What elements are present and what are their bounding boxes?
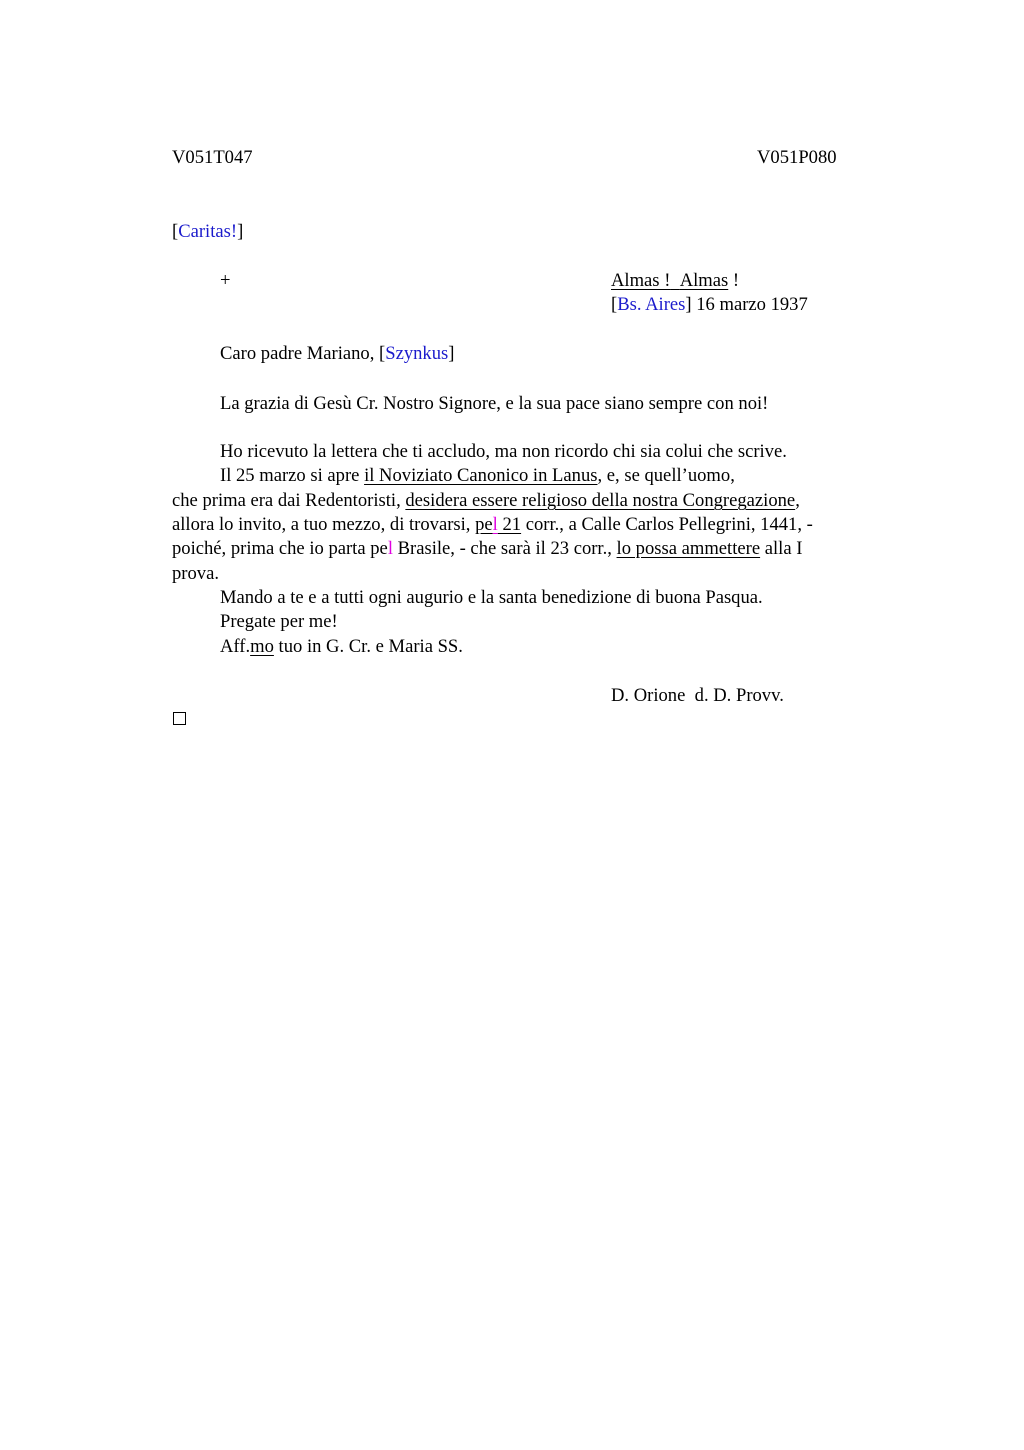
letter-date: 16 marzo 1937 bbox=[691, 294, 808, 315]
underlined-text: 21 bbox=[497, 514, 522, 535]
text: Il 25 marzo si apre bbox=[220, 465, 365, 486]
bracket-close: ] bbox=[448, 343, 455, 364]
text: poiché, prima che io parta pe bbox=[172, 538, 388, 559]
body-line-4 bbox=[172, 513, 813, 537]
almas-gap bbox=[670, 270, 679, 291]
bracket-open: [ bbox=[379, 343, 386, 364]
text: Aff. bbox=[220, 636, 251, 657]
text: allora lo invito, a tuo mezzo, di trovarsi, bbox=[172, 514, 476, 535]
inserted-letter: l bbox=[492, 514, 498, 535]
document-code-right: V051P080 bbox=[757, 147, 837, 168]
text: corr., a Calle Carlos Pellegrini, 1441, - bbox=[521, 514, 813, 535]
motto-word: Caritas! bbox=[178, 221, 238, 242]
signature: D. Orione d. D. Provv. bbox=[611, 685, 784, 706]
body-line-5 bbox=[172, 537, 802, 561]
end-mark-box bbox=[173, 712, 186, 725]
underlined-text: desidera essere religioso della nostra Congregazione bbox=[405, 490, 796, 511]
place-date bbox=[611, 293, 808, 317]
body-line-7: Mando a te e a tutti ogni augurio e la santa benedizione di buona Pasqua. bbox=[220, 587, 763, 608]
underlined-text: pe bbox=[475, 514, 493, 535]
almas-1: Almas ! bbox=[611, 270, 671, 291]
body-line-1: Ho ricevuto la lettera che ti accludo, ma non ricordo chi sia colui che scrive. bbox=[220, 441, 787, 462]
text: , bbox=[795, 490, 800, 511]
bracket-close: ] bbox=[685, 294, 692, 315]
underlined-text: il Noviziato Canonico in Lanus bbox=[364, 465, 598, 486]
closing-line bbox=[220, 635, 463, 659]
body-line-3 bbox=[172, 489, 800, 513]
almas-2: Almas bbox=[679, 270, 729, 291]
place-name: Bs. Aires bbox=[617, 294, 686, 315]
almas-end: ! bbox=[728, 270, 740, 291]
bracket-open: [ bbox=[611, 294, 618, 315]
blessing-line: La grazia di Gesù Cr. Nostro Signore, e la sua pace siano sempre con noi! bbox=[220, 393, 769, 414]
text: alla I bbox=[760, 538, 803, 559]
text: Brasile, - che sarà il 23 corr., bbox=[392, 538, 617, 559]
body-line-6: prova. bbox=[172, 563, 219, 584]
salutation bbox=[220, 342, 454, 366]
motto bbox=[172, 220, 243, 244]
heading-almas bbox=[611, 269, 739, 293]
inserted-letter: l bbox=[387, 538, 393, 559]
body-line-8: Pregate per me! bbox=[220, 611, 338, 632]
text: tuo in G. Cr. e Maria SS. bbox=[273, 636, 463, 657]
text: che prima era dai Redentoristi, bbox=[172, 490, 406, 511]
underlined-text: mo bbox=[250, 636, 274, 657]
bracket-close: ] bbox=[237, 221, 244, 242]
bracket-open: [ bbox=[172, 221, 179, 242]
body-line-2 bbox=[220, 464, 735, 488]
salutation-text: Caro padre Mariano, bbox=[220, 343, 380, 364]
text: , e, se quell’uomo, bbox=[597, 465, 735, 486]
cross-symbol: + bbox=[220, 270, 231, 291]
underlined-text: lo possa ammettere bbox=[616, 538, 761, 559]
recipient-surname: Szynkus bbox=[385, 343, 449, 364]
document-code-left: V051T047 bbox=[172, 147, 253, 168]
